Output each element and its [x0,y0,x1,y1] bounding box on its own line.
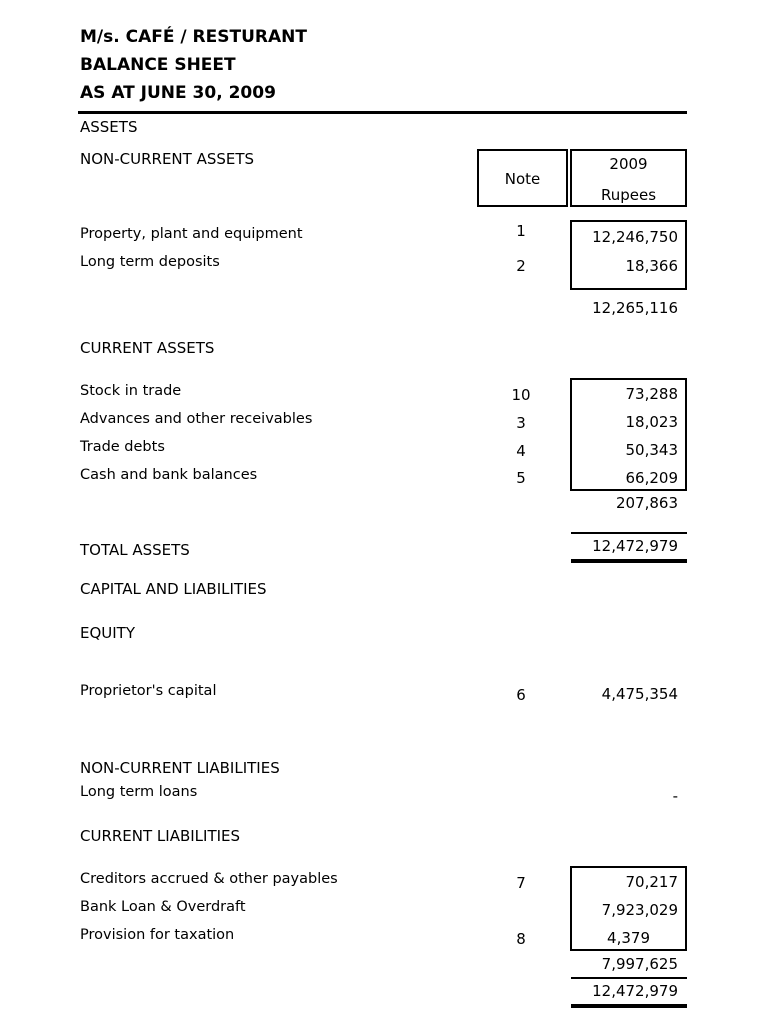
line-item-value: 18,023 [625,413,678,431]
line-item-note: 8 [516,930,526,948]
year-header-label: 2009 [609,155,648,173]
year-column-header [570,149,687,207]
line-item-label: Advances and other receivables [80,411,313,427]
line-item-value: 50,343 [625,441,678,459]
grand-total-double-rule [571,1004,687,1008]
non-current-liabilities-heading: NON-CURRENT LIABILITIES [80,759,280,777]
currency-header-label: Rupees [600,186,657,204]
line-item-label: Proprietor's capital [80,683,217,699]
line-item-label: Stock in trade [80,383,182,399]
line-item-note: 6 [516,686,526,704]
line-item-label: Provision for taxation [80,927,235,943]
line-item-label: Trade debts [80,439,165,455]
line-item-note: 7 [516,874,526,892]
line-item-value: 4,379 [607,929,650,947]
line-item-label: Long term deposits [80,254,220,270]
line-item-label: Creditors accrued & other payables [80,871,338,887]
equity-heading: EQUITY [80,624,136,642]
line-item-label: Cash and bank balances [80,467,258,483]
assets-heading: ASSETS [80,118,138,136]
line-item-label: Long term loans [80,784,198,800]
note-column-header [477,149,568,207]
line-item-value: 7,923,029 [601,901,678,919]
total-assets-value: 12,472,979 [592,537,678,555]
total-assets-label: TOTAL ASSETS [80,541,190,559]
line-item-value: 18,366 [625,257,678,275]
total-assets-top-rule [571,532,687,534]
non-current-assets-subtotal: 12,265,116 [592,299,678,317]
line-item-note: 3 [516,414,526,432]
total-assets-double-rule [571,559,687,563]
line-item-note: 1 [516,222,526,240]
line-item-value: 66,209 [625,469,678,487]
grand-total-top-rule [571,977,687,979]
non-current-assets-heading: NON-CURRENT ASSETS [80,150,255,168]
company-name: M/s. CAFÉ / RESTURANT [80,27,307,47]
current-liabilities-subtotal: 7,997,625 [601,955,678,973]
statement-title: BALANCE SHEET [80,55,236,75]
current-assets-subtotal: 207,863 [615,494,678,512]
line-item-note: 4 [516,442,526,460]
line-item-label: Bank Loan & Overdraft [80,899,246,915]
line-item-value: 4,475,354 [601,685,678,703]
line-item-value: 12,246,750 [592,228,678,246]
grand-total-value: 12,472,979 [592,982,678,1000]
header-rule [78,111,687,114]
line-item-value: - [672,787,678,805]
line-item-note: 5 [516,469,526,487]
current-assets-heading: CURRENT ASSETS [80,339,215,357]
line-item-label: Property, plant and equipment [80,226,303,242]
line-item-value: 73,288 [625,385,678,403]
line-item-note: 2 [516,257,526,275]
current-liabilities-heading: CURRENT LIABILITIES [80,827,241,845]
note-header-label: Note [504,170,541,188]
line-item-value: 70,217 [625,873,678,891]
line-item-note: 10 [511,386,531,404]
capital-liabilities-heading: CAPITAL AND LIABILITIES [80,580,267,598]
statement-date: AS AT JUNE 30, 2009 [80,83,276,103]
